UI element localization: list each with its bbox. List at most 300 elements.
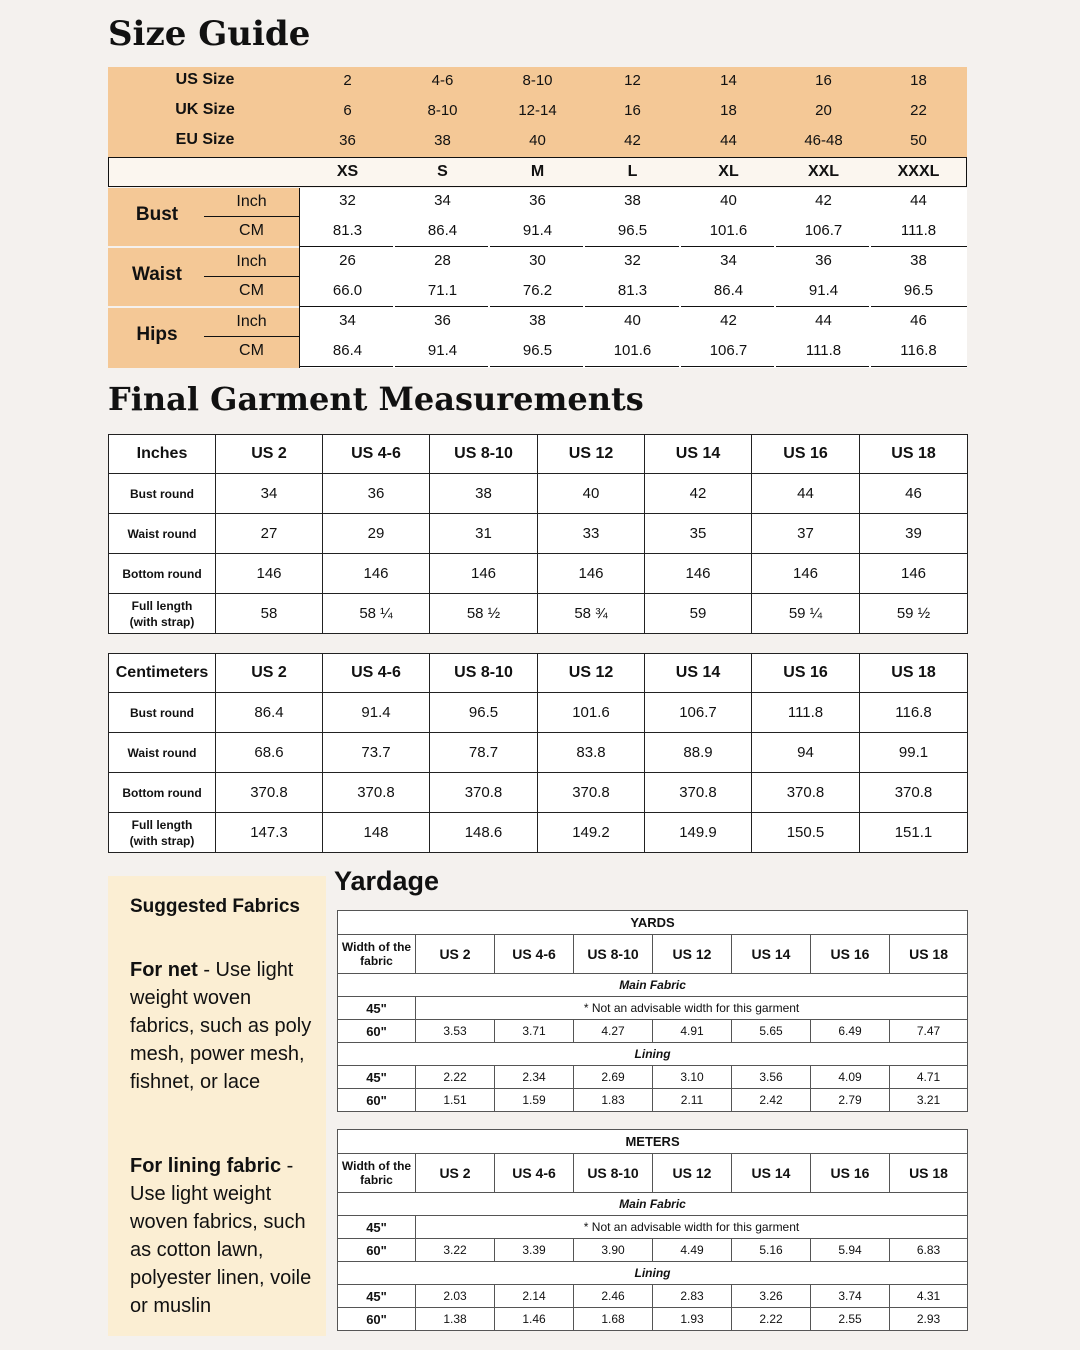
inch-value: 30: [529, 252, 546, 269]
size-value: 8-10: [522, 72, 553, 89]
cm-value: 86.4: [713, 282, 744, 299]
size-value: 2: [343, 72, 352, 89]
yardage-value: 3.21: [890, 1089, 968, 1112]
cell-sep: [679, 306, 681, 307]
final-garment-title: Final Garment Measurements: [108, 380, 644, 418]
column-header: US 4-6: [495, 935, 574, 974]
yardage-value: 3.53: [416, 1020, 495, 1043]
yardage-value: 4.09: [811, 1066, 890, 1089]
garment-value: 35: [645, 514, 752, 554]
inch-value: 38: [624, 192, 641, 209]
width-value: 45": [338, 1216, 416, 1239]
cm-value: 91.4: [427, 342, 458, 359]
inch-value: 28: [434, 252, 451, 269]
cell-sep: [774, 366, 776, 367]
unit-row: [338, 911, 968, 935]
cell-sep: [583, 306, 585, 307]
cell-sep: [488, 246, 490, 247]
section-row: [338, 974, 968, 997]
inch-value: 42: [720, 312, 737, 329]
yardage-value: 6.49: [811, 1020, 890, 1043]
cell-sep: [583, 366, 585, 367]
cm-underline: [299, 306, 967, 307]
size-value: 42: [624, 132, 641, 149]
yardage-value: 1.46: [495, 1308, 574, 1331]
size-value: 18: [910, 72, 927, 89]
garment-value: 42: [645, 474, 752, 514]
yardage-value: 2.55: [811, 1308, 890, 1331]
label-divider: [299, 248, 300, 308]
garment-value: 99.1: [860, 733, 968, 773]
width-value: 60": [338, 1308, 416, 1331]
cell-sep: [869, 306, 871, 307]
column-header: US 2: [416, 935, 495, 974]
cm-value: 71.1: [427, 282, 458, 299]
column-header: US 8-10: [430, 435, 538, 474]
garment-value: 58 ¾: [538, 594, 645, 634]
size-value: 50: [910, 132, 927, 149]
column-header: US 12: [538, 435, 645, 474]
garment-row: [109, 474, 968, 514]
yardage-value: 2.93: [890, 1308, 968, 1331]
inch-value: 44: [815, 312, 832, 329]
size-value: 20: [815, 102, 832, 119]
yardage-value: 2.42: [732, 1089, 811, 1112]
row-label: Waist round: [109, 733, 216, 773]
column-header: US 8-10: [430, 654, 538, 693]
inch-value: 38: [529, 312, 546, 329]
yardage-row: [338, 1066, 968, 1089]
garment-value: 59 ½: [860, 594, 968, 634]
column-header: US 14: [645, 654, 752, 693]
garment-value: 370.8: [430, 773, 538, 813]
yardage-row: [338, 1089, 968, 1112]
garment-row: [109, 693, 968, 733]
not-advisable-note: * Not an advisable width for this garment: [416, 997, 968, 1020]
column-header: US 18: [890, 1154, 968, 1193]
yardage-value: 4.27: [574, 1020, 653, 1043]
width-label: Width of the fabric: [338, 1154, 416, 1193]
unit-title: METERS: [338, 1130, 968, 1154]
unit-row: [338, 1130, 968, 1154]
cm-value: 86.4: [427, 222, 458, 239]
letter-size: XL: [718, 163, 739, 180]
cell-sep: [774, 246, 776, 247]
inch-value: 44: [910, 192, 927, 209]
yardage-value: 3.26: [732, 1285, 811, 1308]
yardage-value: 3.71: [495, 1020, 574, 1043]
size-value: 16: [815, 72, 832, 89]
size-row-label: US Size: [175, 71, 235, 88]
column-header: US 2: [216, 654, 323, 693]
garment-value: 370.8: [860, 773, 968, 813]
column-header: US 2: [416, 1154, 495, 1193]
inch-value: 42: [815, 192, 832, 209]
cm-value: 111.8: [900, 222, 937, 239]
unit-divider: [204, 276, 299, 277]
width-value: 45": [338, 997, 416, 1020]
section-title: Lining: [338, 1262, 968, 1285]
letter-size: S: [437, 163, 448, 180]
row-label: Full length (with strap): [109, 813, 216, 853]
column-header: US 14: [732, 935, 811, 974]
yardage-value: 1.83: [574, 1089, 653, 1112]
garment-value: 38: [430, 474, 538, 514]
garment-row: [109, 514, 968, 554]
cm-value: 86.4: [332, 342, 363, 359]
yardage-header-row: [338, 935, 968, 974]
size-row-label: EU Size: [175, 131, 235, 148]
width-value: 45": [338, 1066, 416, 1089]
column-header: US 14: [732, 1154, 811, 1193]
row-label: Waist round: [109, 514, 216, 554]
cm-value: 91.4: [808, 282, 839, 299]
yardage-value: 2.79: [811, 1089, 890, 1112]
garment-value: 36: [323, 474, 430, 514]
net-description: - Use light weight woven fabrics, such as poly mesh, power mesh, fishnet, or lace: [130, 959, 312, 1093]
lining-description: - Use light weight woven fabrics, such as cotton lawn, polyester linen, voile or muslin: [130, 1155, 312, 1317]
cm-value: 91.4: [522, 222, 553, 239]
inch-value: 32: [339, 192, 356, 209]
column-header: US 14: [645, 435, 752, 474]
yardage-value: 1.68: [574, 1308, 653, 1331]
garment-value: 31: [430, 514, 538, 554]
letter-size: L: [627, 163, 638, 180]
column-header: US 16: [752, 654, 860, 693]
garment-row: [109, 773, 968, 813]
garment-header-row: [109, 435, 968, 474]
cell-sep: [488, 366, 490, 367]
yardage-value: 6.83: [890, 1239, 968, 1262]
size-value: 44: [720, 132, 737, 149]
garment-row: [109, 554, 968, 594]
unit-cm: CM: [239, 342, 264, 359]
yardage-value: 5.94: [811, 1239, 890, 1262]
unit-header: Inches: [109, 435, 216, 474]
garment-value: 146: [752, 554, 860, 594]
garment-value: 39: [860, 514, 968, 554]
net-fabric-text: [130, 956, 320, 1096]
section-title: Lining: [338, 1043, 968, 1066]
inch-value: 34: [339, 312, 356, 329]
yardage-value: 2.46: [574, 1285, 653, 1308]
letter-size: XXL: [807, 163, 840, 180]
letter-size: M: [530, 163, 545, 180]
row-label: Full length (with strap): [109, 594, 216, 634]
garment-value: 58: [216, 594, 323, 634]
yardage-value: 4.49: [653, 1239, 732, 1262]
cell-sep: [393, 306, 395, 307]
size-value: 18: [720, 102, 737, 119]
garment-value: 149.2: [538, 813, 645, 853]
inch-value: 40: [720, 192, 737, 209]
label-divider: [299, 188, 300, 248]
inch-value: 36: [529, 192, 546, 209]
size-value: 46-48: [804, 132, 843, 149]
cm-value: 81.3: [617, 282, 648, 299]
yardage-title: Yardage: [334, 866, 440, 896]
cm-value: 101.6: [709, 222, 748, 239]
cell-sep: [679, 366, 681, 367]
cm-value: 111.8: [805, 342, 842, 359]
row-label: Bottom round: [109, 554, 216, 594]
inch-value: 34: [434, 192, 451, 209]
yardage-value: 2.69: [574, 1066, 653, 1089]
garment-value: 29: [323, 514, 430, 554]
yardage-value: 5.65: [732, 1020, 811, 1043]
cm-underline: [299, 246, 967, 247]
garment-value: 78.7: [430, 733, 538, 773]
cm-underline: [299, 366, 967, 367]
yardage-row: [338, 1285, 968, 1308]
garment-value: 33: [538, 514, 645, 554]
yardage-value: 3.22: [416, 1239, 495, 1262]
lining-fabric-text: [130, 1152, 320, 1320]
column-header: US 16: [811, 935, 890, 974]
column-header: US 16: [811, 1154, 890, 1193]
width-value: 45": [338, 1285, 416, 1308]
section-row: [338, 1193, 968, 1216]
unit-divider: [204, 336, 299, 337]
cell-sep: [869, 246, 871, 247]
garment-value: 68.6: [216, 733, 323, 773]
cell-sep: [679, 246, 681, 247]
garment-value: 46: [860, 474, 968, 514]
cell-sep: [774, 306, 776, 307]
yardage-table-1: [337, 1129, 968, 1331]
yardage-value: 2.22: [732, 1308, 811, 1331]
size-value: 12-14: [518, 102, 557, 119]
inch-value: 34: [720, 252, 737, 269]
garment-value: 27: [216, 514, 323, 554]
garment-value: 58 ½: [430, 594, 538, 634]
row-label: Bottom round: [109, 773, 216, 813]
garment-value: 96.5: [430, 693, 538, 733]
yardage-value: 1.38: [416, 1308, 495, 1331]
column-header: US 4-6: [323, 654, 430, 693]
cell-sep: [393, 246, 395, 247]
garment-value: 146: [645, 554, 752, 594]
yardage-row: [338, 1216, 968, 1239]
garment-row: [109, 733, 968, 773]
unit-cm: CM: [239, 222, 264, 239]
column-header: US 16: [752, 435, 860, 474]
unit-cm: CM: [239, 282, 264, 299]
garment-row: [109, 813, 968, 853]
garment-value: 146: [860, 554, 968, 594]
garment-value: 101.6: [538, 693, 645, 733]
suggested-fabrics-title: Suggested Fabrics: [130, 896, 300, 917]
garment-value: 116.8: [860, 693, 968, 733]
size-value: 40: [529, 132, 546, 149]
column-header: US 8-10: [574, 935, 653, 974]
row-label: Bust round: [109, 474, 216, 514]
garment-value: 86.4: [216, 693, 323, 733]
yardage-value: 2.14: [495, 1285, 574, 1308]
column-header: US 18: [860, 654, 968, 693]
label-divider: [299, 308, 300, 368]
yardage-header-row: [338, 1154, 968, 1193]
garment-value: 370.8: [323, 773, 430, 813]
garment-value: 370.8: [752, 773, 860, 813]
column-header: US 2: [216, 435, 323, 474]
yardage-table-0: [337, 910, 968, 1112]
garment-value: 83.8: [538, 733, 645, 773]
yardage-value: 4.91: [653, 1020, 732, 1043]
garment-value: 34: [216, 474, 323, 514]
garment-value: 150.5: [752, 813, 860, 853]
cm-value: 116.8: [900, 342, 937, 359]
yardage-value: 3.74: [811, 1285, 890, 1308]
size-value: 12: [624, 72, 641, 89]
garment-value: 148: [323, 813, 430, 853]
size-row-label: UK Size: [175, 101, 235, 118]
row-label: Bust round: [109, 693, 216, 733]
garment-value: 58 ¼: [323, 594, 430, 634]
cm-value: 106.7: [709, 342, 748, 359]
garment-value: 147.3: [216, 813, 323, 853]
cm-value: 66.0: [332, 282, 363, 299]
size-value: 4-6: [431, 72, 454, 89]
garment-value: 151.1: [860, 813, 968, 853]
garment-value: 40: [538, 474, 645, 514]
section-title: Main Fabric: [338, 1193, 968, 1216]
column-header: US 8-10: [574, 1154, 653, 1193]
measurement-name: Hips: [136, 324, 178, 345]
yardage-row: [338, 1308, 968, 1331]
measurement-name: Waist: [132, 264, 182, 285]
yardage-row: [338, 1239, 968, 1262]
cm-value: 96.5: [903, 282, 934, 299]
inch-value: 38: [910, 252, 927, 269]
size-value: 16: [624, 102, 641, 119]
garment-value: 88.9: [645, 733, 752, 773]
cell-sep: [488, 306, 490, 307]
garment-value: 91.4: [323, 693, 430, 733]
size-value: 22: [910, 102, 927, 119]
yardage-value: 1.59: [495, 1089, 574, 1112]
cm-value: 81.3: [332, 222, 363, 239]
yardage-value: 3.56: [732, 1066, 811, 1089]
inch-value: 40: [624, 312, 641, 329]
yardage-value: 1.51: [416, 1089, 495, 1112]
garment-value: 370.8: [645, 773, 752, 813]
garment-table-0: [108, 434, 968, 634]
section-row: [338, 1262, 968, 1285]
yardage-value: 3.90: [574, 1239, 653, 1262]
garment-value: 370.8: [216, 773, 323, 813]
measurement-name: Bust: [135, 204, 179, 225]
yardage-value: 2.22: [416, 1066, 495, 1089]
width-value: 60": [338, 1239, 416, 1262]
column-header: US 4-6: [323, 435, 430, 474]
garment-value: 59: [645, 594, 752, 634]
size-value: 36: [339, 132, 356, 149]
inch-value: 46: [910, 312, 927, 329]
size-value: 6: [343, 102, 352, 119]
width-value: 60": [338, 1020, 416, 1043]
inch-value: 36: [434, 312, 451, 329]
cm-value: 106.7: [804, 222, 843, 239]
size-value: 38: [434, 132, 451, 149]
yardage-value: 2.83: [653, 1285, 732, 1308]
cm-value: 96.5: [522, 342, 553, 359]
garment-value: 94: [752, 733, 860, 773]
garment-value: 148.6: [430, 813, 538, 853]
unit-divider: [204, 216, 299, 217]
inch-value: 36: [815, 252, 832, 269]
garment-value: 146: [216, 554, 323, 594]
letter-size: XS: [336, 163, 359, 180]
lining-label: For lining fabric: [130, 1155, 282, 1177]
inch-value: 32: [624, 252, 641, 269]
column-header: US 18: [860, 435, 968, 474]
garment-value: 149.9: [645, 813, 752, 853]
yardage-value: 2.34: [495, 1066, 574, 1089]
column-header: US 12: [653, 935, 732, 974]
garment-table-1: [108, 653, 968, 853]
garment-value: 146: [430, 554, 538, 594]
cell-sep: [869, 366, 871, 367]
garment-value: 106.7: [645, 693, 752, 733]
cm-value: 96.5: [617, 222, 648, 239]
width-label: Width of the fabric: [338, 935, 416, 974]
cell-sep: [393, 366, 395, 367]
garment-row: [109, 594, 968, 634]
yardage-row: [338, 997, 968, 1020]
unit-inch: Inch: [236, 193, 267, 210]
garment-value: 146: [323, 554, 430, 594]
letter-size: XXXL: [897, 163, 940, 180]
yardage-value: 4.71: [890, 1066, 968, 1089]
yardage-row: [338, 1020, 968, 1043]
garment-value: 59 ¼: [752, 594, 860, 634]
size-value: 8-10: [427, 102, 458, 119]
column-header: US 18: [890, 935, 968, 974]
unit-title: YARDS: [338, 911, 968, 935]
size-value: 14: [720, 72, 737, 89]
yardage-value: 2.03: [416, 1285, 495, 1308]
unit-inch: Inch: [236, 313, 267, 330]
yardage-value: 2.11: [653, 1089, 732, 1112]
unit-header: Centimeters: [109, 654, 216, 693]
section-row: [338, 1043, 968, 1066]
inch-value: 26: [339, 252, 356, 269]
section-title: Main Fabric: [338, 974, 968, 997]
width-value: 60": [338, 1089, 416, 1112]
yardage-value: 3.10: [653, 1066, 732, 1089]
garment-value: 111.8: [752, 693, 860, 733]
cm-value: 101.6: [613, 342, 652, 359]
column-header: US 4-6: [495, 1154, 574, 1193]
garment-value: 146: [538, 554, 645, 594]
yardage-value: 1.93: [653, 1308, 732, 1331]
size-guide-title: Size Guide: [108, 14, 311, 54]
garment-header-row: [109, 654, 968, 693]
garment-value: 37: [752, 514, 860, 554]
cm-value: 76.2: [522, 282, 553, 299]
net-label: For net: [130, 959, 198, 981]
yardage-value: 7.47: [890, 1020, 968, 1043]
column-header: US 12: [538, 654, 645, 693]
garment-value: 44: [752, 474, 860, 514]
yardage-value: 3.39: [495, 1239, 574, 1262]
not-advisable-note: * Not an advisable width for this garment: [416, 1216, 968, 1239]
column-header: US 12: [653, 1154, 732, 1193]
garment-value: 73.7: [323, 733, 430, 773]
unit-inch: Inch: [236, 253, 267, 270]
garment-value: 370.8: [538, 773, 645, 813]
